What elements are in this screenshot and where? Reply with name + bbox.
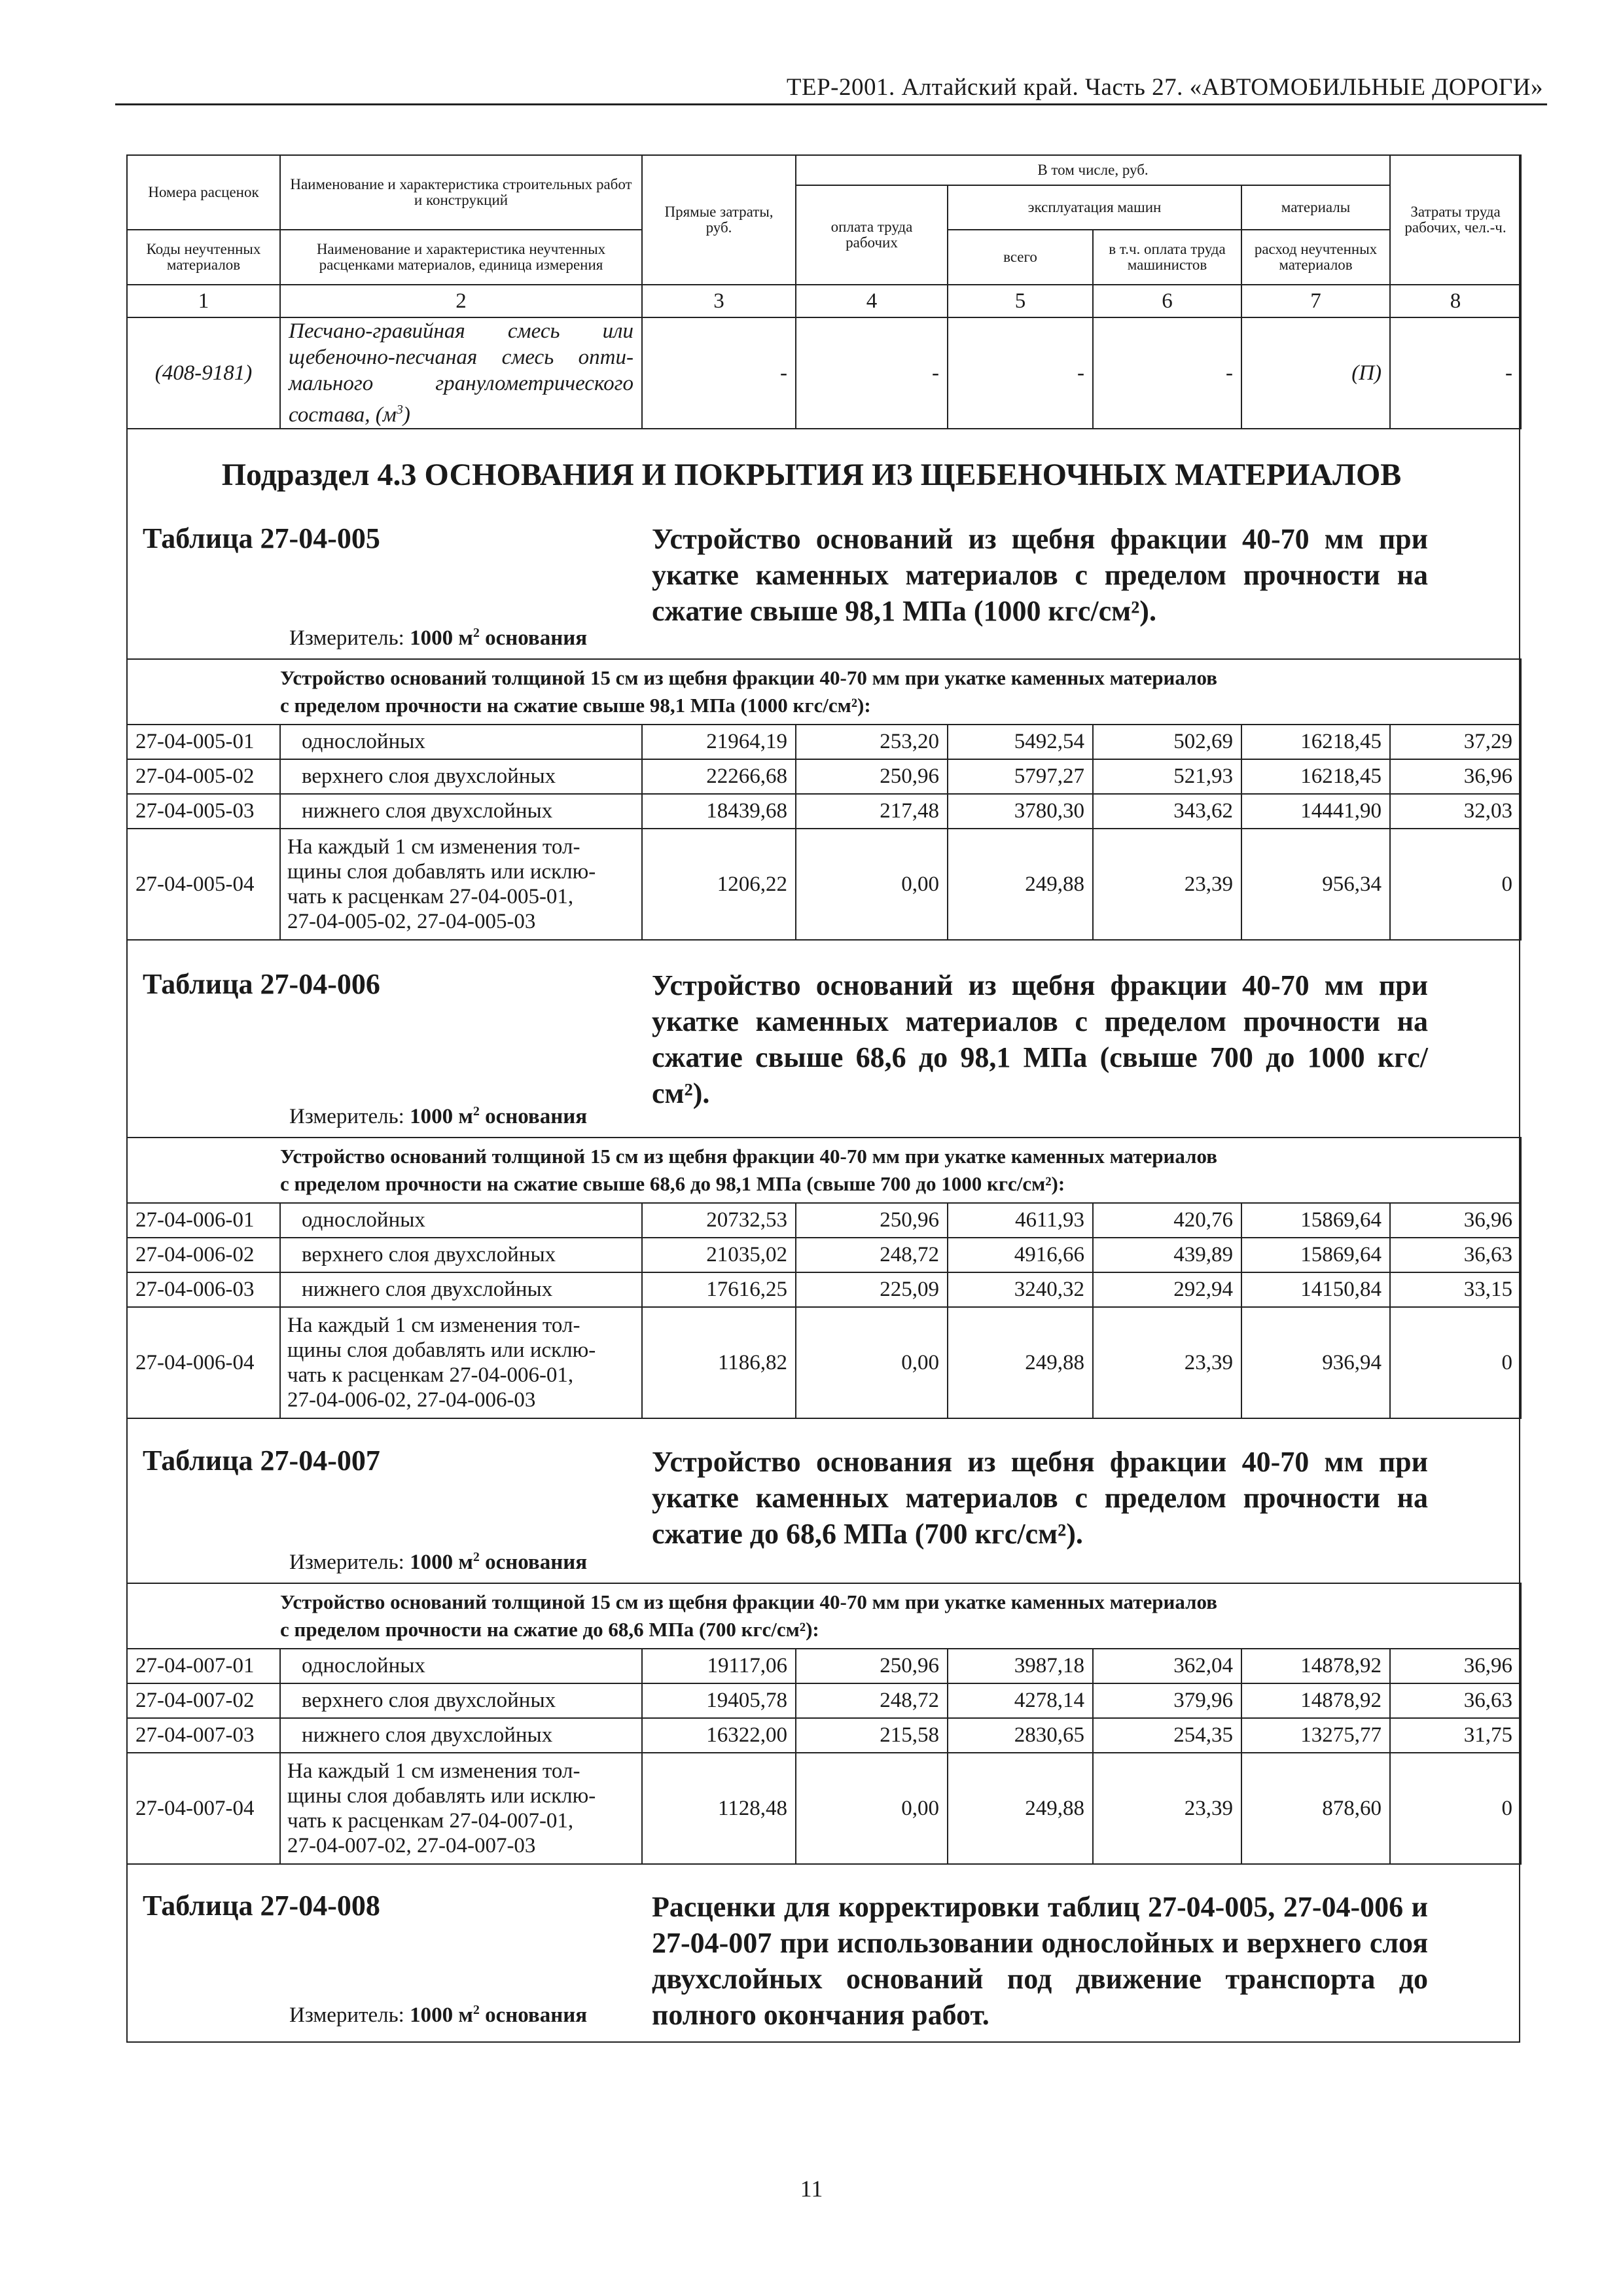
rate-value: 362,04 — [1093, 1649, 1241, 1683]
table-row — [127, 829, 1521, 940]
rate-value: 1186,82 — [642, 1307, 796, 1418]
header-rule — [115, 103, 1547, 105]
rate-value: 3987,18 — [948, 1649, 1093, 1683]
rate-name: нижнего слоя двухслойных — [280, 1272, 642, 1307]
column-number: 8 — [1390, 285, 1521, 317]
rate-value: 15869,64 — [1241, 1238, 1390, 1272]
rate-name: верхнего слоя двухслойных — [280, 1238, 642, 1272]
table-row — [127, 1718, 1521, 1753]
table-row — [127, 1753, 1521, 1864]
rate-value: 217,48 — [796, 794, 948, 829]
rate-value: 36,63 — [1390, 1238, 1521, 1272]
material-value: - — [1093, 317, 1241, 429]
rate-name: верхнего слоя двухслойных — [280, 1683, 642, 1718]
rate-value: 4916,66 — [948, 1238, 1093, 1272]
column-number: 1 — [127, 285, 280, 317]
rate-value: 5797,27 — [948, 759, 1093, 794]
unaccounted-materials-header: расход неучтенных материалов — [1241, 230, 1390, 285]
rate-name: нижнего слоя двухслойных — [280, 794, 642, 829]
rates-table — [126, 1137, 1522, 1419]
column-number: 2 — [280, 285, 642, 317]
rate-code: 27-04-005-03 — [127, 794, 280, 829]
measure-unit: Измеритель: 1000 $м^2$ основания — [289, 626, 588, 650]
code-header-2: Коды неучтенных материалов — [127, 230, 280, 285]
rate-code: 27-04-005-04 — [127, 829, 280, 940]
table-label: Таблица 27-04-005 — [143, 522, 380, 554]
table-label: Таблица 27-04-006 — [143, 968, 380, 1000]
rate-value: 21035,02 — [642, 1238, 796, 1272]
rate-value: 23,39 — [1093, 1307, 1241, 1418]
rate-value: 3780,30 — [948, 794, 1093, 829]
table-label: Таблица 27-04-008 — [143, 1890, 380, 1922]
rate-value: 0,00 — [796, 1307, 948, 1418]
rate-value: 22266,68 — [642, 759, 796, 794]
rate-value: 3240,32 — [948, 1272, 1093, 1307]
rate-code: 27-04-007-02 — [127, 1683, 280, 1718]
column-number: 6 — [1093, 285, 1241, 317]
measure-unit: Измеритель: 1000 $м^2$ основания — [289, 2003, 588, 2027]
rate-value: 14878,92 — [1241, 1683, 1390, 1718]
direct-cost-header: Прямые затраты, руб. — [642, 155, 796, 285]
rate-value: 0 — [1390, 1307, 1521, 1418]
machines-total-header: всего — [948, 230, 1093, 285]
name-header-2: Наименование и характеристика неучтенных расценками материалов, единица измерения — [280, 230, 642, 285]
column-number: 3 — [642, 285, 796, 317]
rate-name: На каждый 1 см изменения тол- щины слоя добавлять или исклю- чать к расценкам 27-04-006-01, 27-04-006-02, 27-04-006-03 — [280, 1307, 642, 1418]
rate-value: 248,72 — [796, 1683, 948, 1718]
code-header: Номера расценок — [127, 155, 280, 230]
table-row — [127, 725, 1521, 759]
rate-value: 0,00 — [796, 1753, 948, 1864]
subsection-title: Подраздел 4.3 ОСНОВАНИЯ И ПОКРЫТИЯ ИЗ ЩЕБЕНОЧНЫХ МАТЕРИАЛОВ — [221, 457, 1402, 492]
rate-value: 16218,45 — [1241, 725, 1390, 759]
table-row — [127, 1203, 1521, 1238]
rate-code: 27-04-005-02 — [127, 759, 280, 794]
rate-code: 27-04-007-04 — [127, 1753, 280, 1864]
rate-value: 215,58 — [796, 1718, 948, 1753]
rate-name: однослойных — [280, 1649, 642, 1683]
rate-value: 521,93 — [1093, 759, 1241, 794]
rate-name: На каждый 1 см изменения тол- щины слоя добавлять или исклю- чать к расценкам 27-04-005-01, 27-04-005-02, 27-04-005-03 — [280, 829, 642, 940]
name-header: Наименование и характеристика строительных работ и конструкций — [280, 155, 642, 230]
rate-value: 1206,22 — [642, 829, 796, 940]
table-row — [127, 1307, 1521, 1418]
rate-value: 14441,90 — [1241, 794, 1390, 829]
rate-value: 502,69 — [1093, 725, 1241, 759]
column-number: 7 — [1241, 285, 1390, 317]
material-name: Песчано-гравийная смесь или щебеночно-песчаная смесь опти- мального гранулометрического состава, $(м^3)$ — [280, 317, 642, 429]
rate-name: На каждый 1 см изменения тол- щины слоя добавлять или исклю- чать к расценкам 27-04-007-01, 27-04-007-02, 27-04-007-03 — [280, 1753, 642, 1864]
measure-unit: Измеритель: 1000 $м^2$ основания — [289, 1104, 588, 1128]
rate-name: верхнего слоя двухслойных — [280, 759, 642, 794]
rate-value: 36,96 — [1390, 759, 1521, 794]
rate-value: 23,39 — [1093, 1753, 1241, 1864]
rate-value: 439,89 — [1093, 1238, 1241, 1272]
rate-value: 18439,68 — [642, 794, 796, 829]
rate-value: 420,76 — [1093, 1203, 1241, 1238]
machines-header: эксплуатация машин — [948, 185, 1241, 230]
rate-value: 19405,78 — [642, 1683, 796, 1718]
group-row — [127, 1583, 1521, 1649]
table-title: Расценки для корректировки таблиц 27-04-005, 27-04-006 и 27-04-007 при использовании однослойных и верхнего слоя двухслойных оснований под движение транспорта до полного окончания работ. — [652, 1891, 1428, 2031]
material-code: (408-9181) — [127, 317, 280, 429]
rate-value: 250,96 — [796, 759, 948, 794]
material-value: - — [642, 317, 796, 429]
group-caption: Устройство оснований толщиной 15 см из щебня фракции 40-70 мм при укатке каменных материалов с пределом прочности на сжатие до 68,6 МПа (700 кгс/см²): — [280, 1583, 1521, 1649]
rate-value: 1128,48 — [642, 1753, 796, 1864]
rate-value: 16322,00 — [642, 1718, 796, 1753]
rate-value: 13275,77 — [1241, 1718, 1390, 1753]
rate-value: 33,15 — [1390, 1272, 1521, 1307]
material-value: - — [1390, 317, 1521, 429]
rate-code: 27-04-007-03 — [127, 1718, 280, 1753]
rate-name: нижнего слоя двухслойных — [280, 1718, 642, 1753]
table-row — [127, 1238, 1521, 1272]
table-title: Устройство основания из щебня фракции 40-70 мм при укатке каменных материалов с пределом прочности на сжатие до 68,6 МПа (700 кгс/см²). — [652, 1446, 1428, 1550]
rate-value: 32,03 — [1390, 794, 1521, 829]
rate-value: 343,62 — [1093, 794, 1241, 829]
machinists-pay-header: в т.ч. оплата труда машинистов — [1093, 230, 1241, 285]
materials-header: материалы — [1241, 185, 1390, 230]
rate-name: однослойных — [280, 1203, 642, 1238]
rate-value: 956,34 — [1241, 829, 1390, 940]
rate-code: 27-04-007-01 — [127, 1649, 280, 1683]
rate-value: 5492,54 — [948, 725, 1093, 759]
material-value: (П) — [1241, 317, 1390, 429]
rate-code: 27-04-005-01 — [127, 725, 280, 759]
rate-value: 17616,25 — [642, 1272, 796, 1307]
rate-value: 253,20 — [796, 725, 948, 759]
labor-pay-header: оплата труда рабочих — [796, 185, 948, 285]
rate-value: 36,96 — [1390, 1203, 1521, 1238]
rate-value: 249,88 — [948, 829, 1093, 940]
rate-code: 27-04-006-01 — [127, 1203, 280, 1238]
page-number: 11 — [800, 2176, 823, 2202]
rate-value: 250,96 — [796, 1203, 948, 1238]
rate-value: 36,63 — [1390, 1683, 1521, 1718]
rate-value: 14150,84 — [1241, 1272, 1390, 1307]
rate-value: 21964,19 — [642, 725, 796, 759]
material-value: - — [796, 317, 948, 429]
rate-value: 4611,93 — [948, 1203, 1093, 1238]
rate-value: 23,39 — [1093, 829, 1241, 940]
table-title: Устройство оснований из щебня фракции 40-70 мм при укатке каменных материалов с пределом прочности на сжатие свыше 98,1 МПа (1000 кгс/см²). — [652, 523, 1428, 627]
rate-value: 248,72 — [796, 1238, 948, 1272]
rate-value: 292,94 — [1093, 1272, 1241, 1307]
incl-header: В том числе, руб. — [796, 155, 1390, 185]
group-caption: Устройство оснований толщиной 15 см из щебня фракции 40-70 мм при укатке каменных материалов с пределом прочности на сжатие свыше 98,1 МПа (1000 кгс/см²): — [280, 659, 1521, 725]
rate-value: 19117,06 — [642, 1649, 796, 1683]
table-row — [127, 1683, 1521, 1718]
rate-code: 27-04-006-02 — [127, 1238, 280, 1272]
rate-value: 254,35 — [1093, 1718, 1241, 1753]
table-row — [127, 794, 1521, 829]
table-row — [127, 1272, 1521, 1307]
column-number: 5 — [948, 285, 1093, 317]
rate-value: 0 — [1390, 1753, 1521, 1864]
running-header: ТЕР-2001. Алтайский край. Часть 27. «АВТОМОБИЛЬНЫЕ ДОРОГИ» — [786, 74, 1543, 101]
rate-value: 4278,14 — [948, 1683, 1093, 1718]
unaccounted-material-row — [127, 317, 1521, 429]
rate-code: 27-04-006-04 — [127, 1307, 280, 1418]
table-row — [127, 1649, 1521, 1683]
rate-value: 31,75 — [1390, 1718, 1521, 1753]
rate-value: 249,88 — [948, 1753, 1093, 1864]
rate-value: 0 — [1390, 829, 1521, 940]
rate-value: 936,94 — [1241, 1307, 1390, 1418]
rate-value: 2830,65 — [948, 1718, 1093, 1753]
rate-value: 14878,92 — [1241, 1649, 1390, 1683]
group-row — [127, 1138, 1521, 1203]
rate-value: 0,00 — [796, 829, 948, 940]
rate-value: 37,29 — [1390, 725, 1521, 759]
material-value: - — [948, 317, 1093, 429]
rate-value: 878,60 — [1241, 1753, 1390, 1864]
rate-value: 16218,45 — [1241, 759, 1390, 794]
rates-table — [126, 658, 1522, 941]
table-row — [127, 759, 1521, 794]
rate-value: 250,96 — [796, 1649, 948, 1683]
table-title: Устройство оснований из щебня фракции 40-70 мм при укатке каменных материалов с пределом прочности на сжатие свыше 68,6 до 98,1 МПа (свыше 700 до 1000 кгс/см²). — [652, 969, 1428, 1109]
column-number: 4 — [796, 285, 948, 317]
table-label: Таблица 27-04-007 — [143, 1444, 380, 1477]
group-caption: Устройство оснований толщиной 15 см из щебня фракции 40-70 мм при укатке каменных материалов с пределом прочности на сжатие свыше 68,6 до 98,1 МПа (свыше 700 до 1000 кгс/см²): — [280, 1138, 1521, 1203]
rates-table — [126, 1583, 1522, 1865]
rate-value: 15869,64 — [1241, 1203, 1390, 1238]
group-row — [127, 659, 1521, 725]
rate-value: 379,96 — [1093, 1683, 1241, 1718]
rate-value: 36,96 — [1390, 1649, 1521, 1683]
rate-code: 27-04-006-03 — [127, 1272, 280, 1307]
rate-value: 249,88 — [948, 1307, 1093, 1418]
rate-value: 20732,53 — [642, 1203, 796, 1238]
rate-name: однослойных — [280, 725, 642, 759]
labor-hours-header: Затраты труда рабочих, чел.-ч. — [1390, 155, 1521, 285]
rate-value: 225,09 — [796, 1272, 948, 1307]
measure-unit: Измеритель: 1000 $м^2$ основания — [289, 1550, 588, 1574]
column-header-table — [126, 154, 1522, 429]
